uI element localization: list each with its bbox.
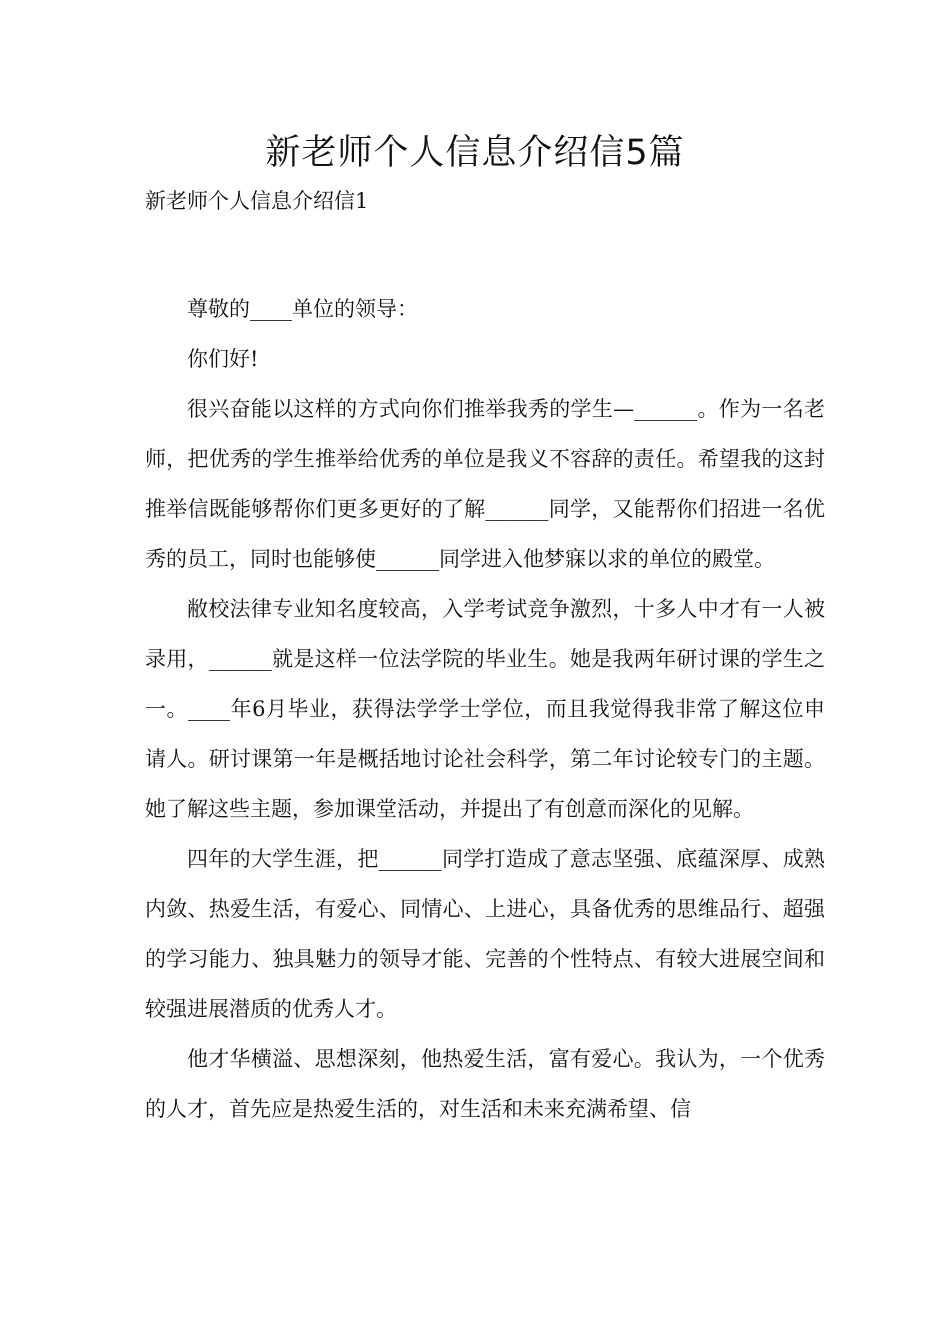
paragraph: 敝校法律专业知名度较高，入学考试竞争激烈，十多人中才有一人被录用，______就是这样一位法学院的毕业生。她是我两年研讨课的学生之一。____年6月毕业，获得法学学士学位，而且我觉得我非常了解这位申请人。研讨课第一年是概括地讨论社会科学，第二年讨论较专门的主题。她了解这些主题，参加课堂活动，并提出了有创意而深化的见解。 — [145, 597, 825, 821]
paragraph: 他才华横溢、思想深刻，他热爱生活，富有爱心。我认为，一个优秀的人才，首先应是热爱生活的，对生活和未来充满希望、信 — [145, 1047, 825, 1121]
document-subtitle: 新老师个人信息介绍信1 — [145, 189, 369, 213]
paragraph: 很兴奋能以这样的方式向你们推举我秀的学生—______。作为一名老师，把优秀的学生推举给优秀的单位是我义不容辞的责任。希望我的这封推举信既能够帮你们更多更好的了解______同学，又能帮你们招进一名优秀的员工，同时也能够使______同学进入他梦寐以求的单位的殿堂。 — [145, 397, 825, 571]
paragraph-salutation: 尊敬的____单位的领导： — [187, 297, 418, 321]
document-title: 新老师个人信息介绍信5篇 — [265, 133, 685, 173]
letter-body — [145, 284, 825, 1134]
paragraph-greeting: 你们好! — [187, 347, 259, 371]
paragraph: 四年的大学生涯，把______同学打造成了意志坚强、底蕴深厚、成熟内敛、热爱生活，有爱心、同情心、上进心，具备优秀的思维品行、超强的学习能力、独具魅力的领导才能、完善的个性特点、有较大进展空间和较强进展潜质的优秀人才。 — [145, 847, 825, 1021]
